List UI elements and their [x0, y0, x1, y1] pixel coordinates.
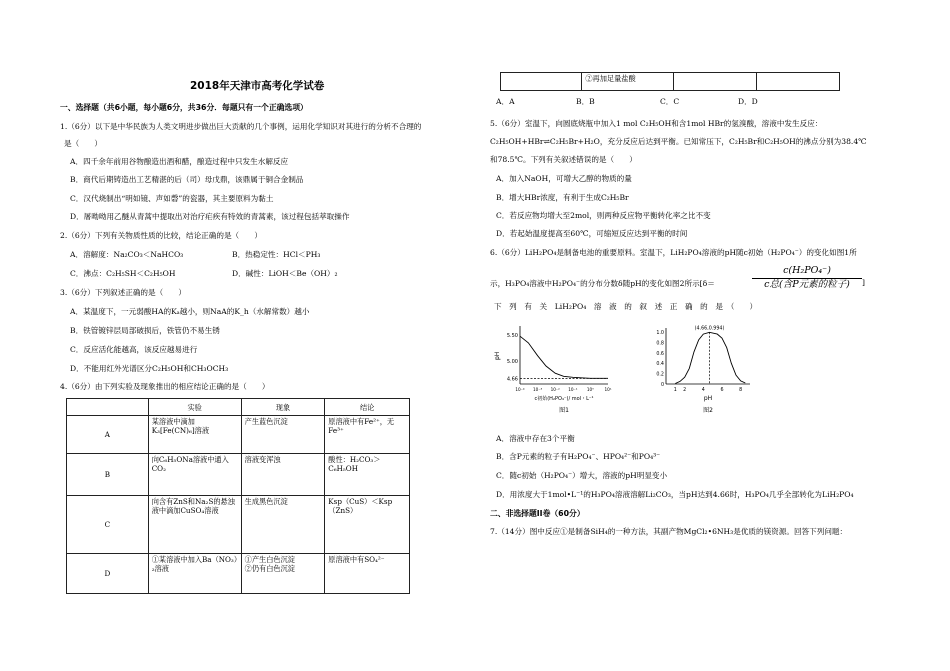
y-tick-label: 4.66	[506, 376, 518, 383]
y-tick-label: 5.50	[506, 333, 518, 340]
q4-table-continued	[500, 72, 840, 91]
table-row	[67, 554, 410, 594]
q3-option-c: C．反应活化能越高，该反应越易进行	[70, 345, 198, 354]
row-label: C	[67, 496, 149, 554]
figure-caption: 图2	[703, 407, 713, 414]
q4-stem: 4.（6分）由下列实验及现象推出的相应结论正确的是（ ）	[60, 382, 270, 391]
q6-option-a: A．溶液中存在3个平衡	[496, 434, 575, 443]
fraction-numerator: c(H₂PO₄⁻)	[752, 265, 862, 279]
phenomenon-line-2: ②仍有白色沉淀	[244, 564, 295, 573]
q4-option-c: C．C	[660, 97, 680, 106]
y-tick-label: 0.8	[656, 341, 664, 347]
q4-header-blank	[67, 399, 149, 416]
q1-option-d: D．屠呦呦用乙醚从青蒿中提取出对治疗疟疾有特效的青蒿素，该过程包括萃取操作	[70, 212, 350, 221]
x-tick-label: 4	[701, 388, 705, 393]
q2-option-b: B．热稳定性：HCl＜PH₃	[232, 250, 321, 259]
x-tick-label: 8	[739, 388, 743, 393]
q4-header-experiment: 实验	[148, 399, 241, 416]
q5-stem-line2: C₂H₅OH+HBr⇌C₂H₅Br+H₂O，充分反应后达到平衡。已知常压下，C₂H₅Br和C₂H₅OH的沸点分别为38.4℃	[490, 137, 867, 146]
row-experiment: 向C₆H₅ONa溶液中通入CO₂	[148, 454, 241, 496]
y-tick-label: 1.0	[656, 331, 664, 336]
row-phenomenon: 生成黑色沉淀	[241, 496, 325, 554]
x-tick-label: 10⁻²	[550, 387, 560, 392]
q4-option-b: B．B	[576, 97, 595, 106]
phenomenon-line-1: ①产生白色沉淀	[244, 555, 295, 564]
row-experiment: 向含有ZnS和Na₂S的悬浊液中滴加CuSO₄溶液	[148, 496, 241, 554]
q5-option-c: C．若反应物均增大至2mol，则两种反应物平衡转化率之比不变	[496, 211, 711, 220]
q2-option-d: D．碱性：LiOH＜Be（OH）₂	[232, 269, 338, 278]
x-tick-label: 10¹	[604, 387, 612, 392]
y-tick-label: 5.00	[506, 358, 518, 365]
row-phenomenon	[241, 554, 325, 594]
q3-option-b: B．铁管镀锌层局部破损后，铁管仍不易生锈	[70, 326, 220, 335]
row-phenomenon: 产生蓝色沉淀	[241, 416, 325, 454]
q5-option-a: A．加入NaOH，可增大乙醇的物质的量	[496, 174, 632, 183]
q3-stem: 3.（6分）下列叙述正确的是（ ）	[60, 288, 186, 297]
row-experiment: ①某溶液中加入Ba（NO₃）₂溶液	[148, 554, 241, 594]
row-label: A	[67, 416, 149, 454]
q5-option-d: D．若起始温度提高至60℃，可缩短反应达到平衡的时间	[496, 229, 688, 238]
q6-stem-line2: 示，H₃PO₄溶液中H₂PO₄⁻的分布分数δ随pH的变化如图2所示[δ＝	[490, 279, 715, 288]
x-tick-label: 10⁻¹	[568, 387, 578, 392]
q3-option-d: D．不能用红外光谱区分C₂H₅OH和CH₃OCH₃	[70, 364, 229, 373]
q6-option-d: D．用浓度大于1mol•L⁻¹的H₃PO₄溶液溶解Li₂CO₃，当pH达到4.66时，H₃PO₄几乎全部转化为LiH₂PO₄	[496, 490, 854, 499]
table-row	[67, 416, 410, 454]
q5-option-b: B．增大HBr浓度，有利于生成C₂H₅Br	[496, 193, 629, 202]
x-tick-label: 10⁰	[586, 387, 594, 392]
row-conclusion: 酸性：H₂CO₃＞C₆H₅OH	[325, 454, 410, 496]
series-line	[675, 332, 745, 383]
y-tick-label: 0.6	[656, 351, 664, 357]
y-tick-label: 0.2	[656, 372, 664, 378]
q1-stem-line2: 是（ ）	[64, 139, 102, 148]
q1-option-b: B．商代后期铸造出工艺精湛的后（司）母戊鼎，该鼎属于铜合金制品	[70, 175, 304, 184]
q2-stem: 2.（6分）下列有关物质性质的比较，结论正确的是（ ）	[60, 231, 262, 240]
q6-stem-line3: 下 列 有 关 LiH₂PO₄ 溶 液 的 叙 述 正 确 的 是 （ ）	[494, 302, 758, 311]
y-axis-label: pH	[494, 351, 501, 360]
section-2-heading: 二、非选择题II卷（60分）	[490, 509, 585, 518]
x-tick-label: 10⁻⁴	[515, 387, 525, 392]
x-tick-label: 10⁻³	[532, 387, 543, 392]
y-tick-label: 0.4	[656, 362, 664, 368]
x-tick-label: 2	[683, 388, 687, 393]
q3-option-a: A．某温度下，一元弱酸HA的Kₐ越小，则NaA的K_h（水解常数）越小	[70, 307, 310, 316]
q4-option-d: D．D	[738, 97, 758, 106]
figure-2-chart	[650, 322, 760, 422]
q4-header-conclusion: 结论	[325, 399, 410, 416]
q2-option-a: A．溶解度：Na₂CO₃＜NaHCO₃	[70, 250, 184, 259]
series-line	[520, 336, 608, 378]
q5-stem-line1: 5.（6分）室温下，向圆底烧瓶中加入1 mol C₂H₅OH和含1mol HBr的氢溴酸，溶液中发生反应：	[490, 119, 823, 128]
x-tick-label: 1	[673, 388, 677, 393]
q4-option-a: A．A	[496, 97, 515, 106]
q6-option-c: C．随c初始（H₂PO₄⁻）增大，溶液的pH明显变小	[496, 471, 668, 480]
bracket-close: ]	[862, 278, 865, 287]
row-conclusion: 原溶液中有SO₄²⁻	[325, 554, 410, 594]
figure-1-chart	[496, 322, 616, 422]
row-label: D	[67, 554, 149, 594]
y-tick-label: 0	[660, 383, 664, 388]
x-tick-label: 6	[720, 388, 724, 393]
q1-option-a: A．四千余年前用谷物酿造出酒和醋，酿造过程中只发生水解反应	[70, 157, 289, 166]
q4-table	[66, 398, 410, 594]
q4-header-phenomenon: 现象	[241, 399, 325, 416]
q7-stem: 7.（14分）图中反应①是制备SiH₄的一种方法，其副产物MgCl₂•6NH₃是优质的镁资源。回答下列问题：	[490, 527, 848, 536]
peak-label: (4.66,0.994)	[694, 326, 725, 332]
section-1-heading: 一、选择题（共6小题，每小题6分，共36分．每题只有一个正确选项）	[60, 103, 308, 112]
row-conclusion: 原溶液中有Fe²⁺，无Fe³⁺	[325, 416, 410, 454]
fraction-denominator: c总(含P元素的粒子)	[764, 278, 850, 290]
q6-option-b: B．含P元素的粒子有H₂PO₄⁻、HPO₄²⁻和PO₄³⁻	[496, 452, 661, 461]
paper-title: 2018年天津市高考化学试卷	[190, 80, 325, 92]
q2-option-c: C．沸点：C₂H₅SH＜C₂H₅OH	[70, 269, 176, 278]
q1-stem-line1: 1.（6分）以下是中华民族为人类文明进步做出巨大贡献的几个事例，运用化学知识对其进行的分析不合理的	[60, 122, 422, 131]
x-axis-label: c初始(H₂PO₄⁻)/ mol・L⁻¹	[534, 396, 594, 402]
table-row	[67, 496, 410, 554]
q6-stem-line1: 6.（6分）LiH₂PO₄是制备电池的重要原料。室温下，LiH₂PO₄溶液的pH随c初始（H₂PO₄⁻）的变化如图1所	[490, 248, 857, 257]
x-axis-label: pH	[703, 395, 713, 402]
row-conclusion: Ksp（CuS）＜Ksp（ZnS）	[325, 496, 410, 554]
q1-option-c: C．汉代烧制出“明如镜、声如磬”的瓷器，其主要原料为黏土	[70, 194, 274, 203]
q5-stem-line3: 和78.5℃。下列有关叙述错误的是（ ）	[490, 155, 637, 164]
delta-fraction	[752, 265, 862, 291]
table-row	[67, 454, 410, 496]
figure-caption: 图1	[559, 407, 569, 414]
row-label: B	[67, 454, 149, 496]
row-experiment: ②再加足量盐酸	[582, 73, 673, 91]
row-experiment: 某溶液中滴加K₃[Fe(CN)₆]溶液	[148, 416, 241, 454]
row-phenomenon: 溶液变浑浊	[241, 454, 325, 496]
